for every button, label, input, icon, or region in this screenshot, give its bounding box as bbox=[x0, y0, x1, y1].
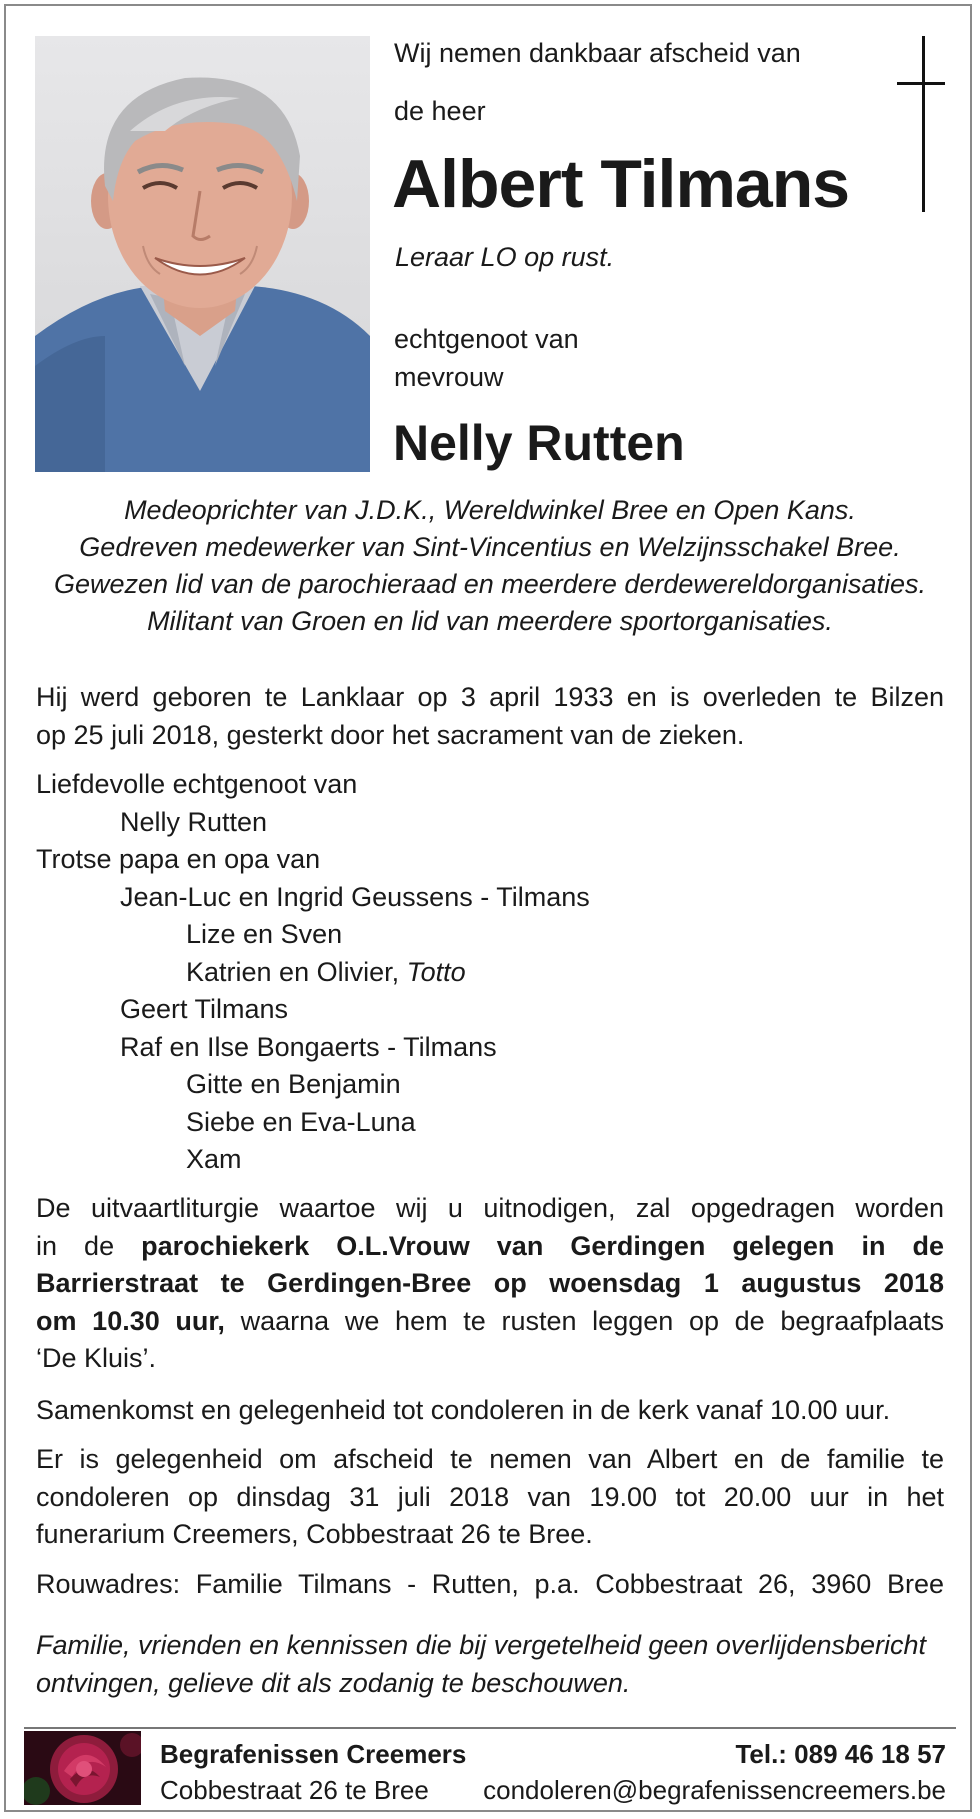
cross-icon bbox=[922, 36, 925, 212]
cross-icon-bar bbox=[897, 82, 945, 85]
family-spouse: Nelly Rutten bbox=[120, 806, 268, 837]
child-entry: Jean-Luc en Ingrid Geussens - Tilmans bbox=[120, 881, 590, 912]
merit-line: Militant van Groen en lid van meerdere sportorganisaties. bbox=[147, 606, 833, 636]
grandchild-nickname: Totto bbox=[406, 956, 466, 987]
funeral-location: parochiekerk O.L.Vrouw van Gerdingen gelegen in de bbox=[141, 1230, 944, 1261]
grandchild-entry: Lize en Sven bbox=[186, 919, 343, 949]
spouse-intro-2: mevrouw bbox=[394, 362, 504, 392]
visitation-paragraph bbox=[36, 1441, 944, 1554]
merit-line: Gewezen lid van de parochieraad en meerdere derdewereldorganisaties. bbox=[53, 569, 927, 599]
funeral-home-phone: Tel.: 089 46 18 57 bbox=[735, 1739, 946, 1769]
funeral-home-address: Cobbestraat 26 te Bree bbox=[160, 1775, 429, 1805]
funeral-text: in de bbox=[36, 1230, 142, 1261]
funeral-line-4 bbox=[36, 1303, 944, 1341]
spouse-label: Liefdevolle echtgenoot van bbox=[36, 769, 358, 799]
footer-divider bbox=[24, 1727, 956, 1729]
child-entry: Raf en Ilse Bongaerts - Tilmans bbox=[120, 1031, 497, 1062]
closing-paragraph bbox=[36, 1627, 944, 1702]
mourning-address: Rouwadres: Familie Tilmans - Rutten, p.a. Cobbestraat 26, 3960 Bree bbox=[36, 1569, 944, 1599]
deceased-name: Albert Tilmans bbox=[392, 146, 850, 222]
grandchild-names: Katrien en Olivier, bbox=[186, 956, 407, 987]
visitation-line-2: condoleren op dinsdag 31 juli 2018 van 19.00 tot 20.00 uur in het bbox=[36, 1481, 944, 1512]
child-entry: Geert Tilmans bbox=[120, 994, 289, 1024]
merits-block bbox=[30, 492, 950, 640]
funeral-text: waarna we hem te rusten leggen op de begraafplaats bbox=[224, 1305, 944, 1336]
spouse-name: Nelly Rutten bbox=[393, 415, 685, 471]
gathering-text: Samenkomst en gelegenheid tot condoleren in de kerk vanaf 10.00 uur. bbox=[36, 1395, 891, 1425]
funeral-paragraph bbox=[36, 1190, 944, 1378]
funeral-line-3: Barrierstraat te Gerdingen-Bree op woensdag 1 augustus 2018 bbox=[36, 1268, 944, 1298]
intro-line-1: Wij nemen dankbaar afscheid van bbox=[394, 38, 801, 68]
rose-image bbox=[24, 1731, 141, 1805]
funeral-home-name: Begrafenissen Creemers bbox=[160, 1739, 467, 1769]
portrait-photo bbox=[35, 36, 370, 472]
visitation-line-3: funerarium Creemers, Cobbestraat 26 te Bree. bbox=[36, 1519, 593, 1549]
birth-line-2: op 25 juli 2018, gesterkt door het sacrament van de zieken. bbox=[36, 719, 745, 750]
grandchild-entry: Gitte en Benjamin bbox=[186, 1069, 401, 1099]
closing-line-2: ontvingen, gelieve dit als zodanig te beschouwen. bbox=[36, 1667, 631, 1698]
grandchild-entry: Xam bbox=[186, 1144, 242, 1174]
visitation-line-1: Er is gelegenheid om afscheid te nemen van Albert en de familie te bbox=[36, 1444, 944, 1474]
funeral-home-email: condoleren@begrafenissencreemers.be bbox=[483, 1775, 946, 1805]
birth-paragraph bbox=[36, 679, 944, 754]
funeral-time: om 10.30 uur, bbox=[36, 1305, 225, 1336]
merit-line: Gedreven medewerker van Sint-Vincentius en Welzijnsschakel Bree. bbox=[79, 532, 901, 562]
spouse-intro-1: echtgenoot van bbox=[394, 324, 579, 354]
birth-line-1: Hij werd geboren te Lanklaar op 3 april 1933 en is overleden te Bilzen bbox=[36, 682, 944, 712]
intro-line-2: de heer bbox=[394, 96, 486, 126]
grandchild-entry bbox=[36, 954, 944, 992]
merit-line: Medeoprichter van J.D.K., Wereldwinkel Bree en Open Kans. bbox=[124, 495, 856, 525]
grandchild-entry: Siebe en Eva-Luna bbox=[186, 1106, 416, 1137]
funeral-line-5: ‘De Kluis’. bbox=[36, 1343, 157, 1373]
funeral-line-2 bbox=[36, 1228, 944, 1266]
occupation: Leraar LO op rust. bbox=[395, 242, 615, 272]
children-label: Trotse papa en opa van bbox=[36, 844, 321, 874]
closing-line-1: Familie, vrienden en kennissen die bij vergetelheid geen overlijdensbericht bbox=[36, 1630, 927, 1660]
funeral-line-1: De uitvaartliturgie waartoe wij u uitnodigen, zal opgedragen worden bbox=[36, 1193, 944, 1223]
family-list bbox=[36, 766, 944, 1179]
